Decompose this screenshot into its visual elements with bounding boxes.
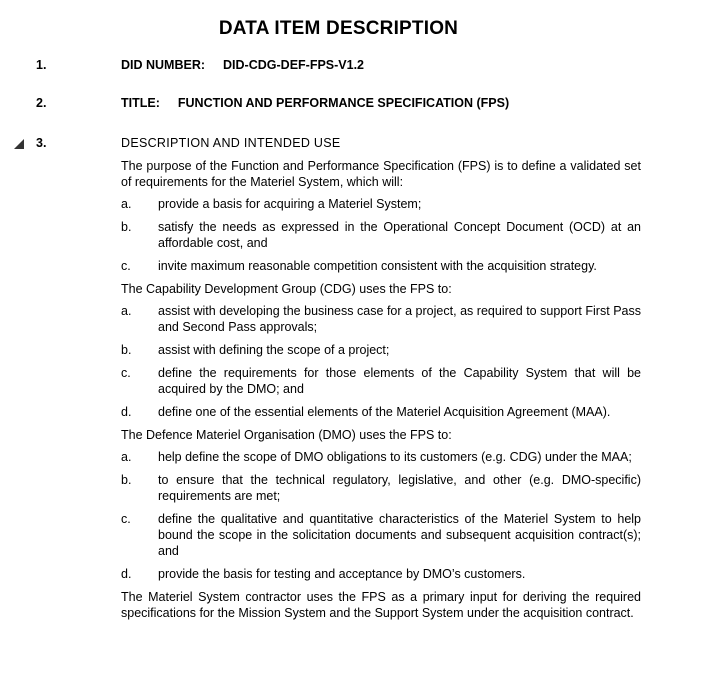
list-item (121, 365, 641, 397)
list-item-text: help define the scope of DMO obligations to its customers (e.g. CDG) under the MAA; (158, 450, 632, 464)
list-item (121, 258, 641, 274)
list-item (121, 472, 641, 504)
list-item-label: c. (121, 259, 131, 273)
cdg-list (121, 303, 641, 420)
closing-paragraph: The Materiel System contractor uses the FPS as a primary input for deriving the required specifications for the Mission System and the Support System under the acquisition contract. (121, 590, 641, 620)
list-item-label: a. (121, 197, 132, 211)
section-number: 2. (36, 96, 47, 110)
did-number-value: DID-CDG-DEF-FPS-V1.2 (223, 58, 365, 72)
list-item-text: invite maximum reasonable competition consistent with the acquisition strategy. (158, 259, 597, 273)
list-item-text: assist with developing the business case for a project, as required to support First Pass and Second Pass approvals; (158, 304, 641, 334)
list-item-label: c. (121, 366, 131, 380)
list-item-label: b. (121, 473, 132, 487)
title-value: FUNCTION AND PERFORMANCE SPECIFICATION (FPS) (177, 96, 510, 110)
list-item (121, 449, 641, 465)
list-item-label: b. (121, 220, 132, 234)
cdg-paragraph: The Capability Development Group (CDG) uses the FPS to: (121, 282, 452, 296)
list-item-text: provide the basis for testing and acceptance by DMO’s customers. (158, 567, 526, 581)
list-item (121, 303, 641, 335)
did-number-label: DID NUMBER: (121, 58, 206, 72)
list-item-label: d. (121, 567, 132, 581)
list-item (121, 342, 641, 358)
section-number: 1. (36, 58, 47, 72)
purpose-paragraph: The purpose of the Function and Performance Specification (FPS) is to define a validated set of requirements for the Materiel System, which will: (121, 159, 641, 189)
list-item (121, 566, 641, 582)
list-item (121, 219, 641, 251)
list-item-text: provide a basis for acquiring a Materiel System; (158, 197, 422, 211)
list-item (121, 511, 641, 559)
list-item-text: define the qualitative and quantitative characteristics of the Materiel System to help bound the scope in the solicitation documents and subsequent acquisition contract(s); and (158, 512, 641, 558)
list-item-text: satisfy the needs as expressed in the Operational Concept Document (OCD) at an affordable cost, and (158, 220, 641, 250)
list-item-text: define one of the essential elements of the Materiel Acquisition Agreement (MAA). (158, 405, 611, 419)
description-heading: DESCRIPTION AND INTENDED USE (121, 136, 341, 150)
list-item-label: a. (121, 450, 132, 464)
list-item-label: d. (121, 405, 132, 419)
description-body (121, 158, 641, 627)
title-heading (121, 96, 509, 110)
list-item-text: to ensure that the technical regulatory, legislative, and other (e.g. DMO-specific) requirements are met; (158, 473, 641, 503)
list-item-label: b. (121, 343, 132, 357)
triangle-collapse-icon[interactable] (14, 139, 24, 149)
list-item-label: a. (121, 304, 132, 318)
purpose-list (121, 196, 641, 274)
list-item-text: define the requirements for those elements of the Capability System that will be acquired by the DMO; and (158, 366, 641, 396)
section-number: 3. (36, 136, 47, 150)
title-label: TITLE: (121, 96, 160, 110)
dmo-list (121, 449, 641, 582)
list-item-text: assist with defining the scope of a project; (158, 343, 390, 357)
document-title: DATA ITEM DESCRIPTION (218, 18, 459, 39)
list-item (121, 196, 641, 212)
dmo-paragraph: The Defence Materiel Organisation (DMO) uses the FPS to: (121, 428, 452, 442)
list-item (121, 404, 641, 420)
did-number-heading (121, 58, 364, 72)
list-item-label: c. (121, 512, 131, 526)
